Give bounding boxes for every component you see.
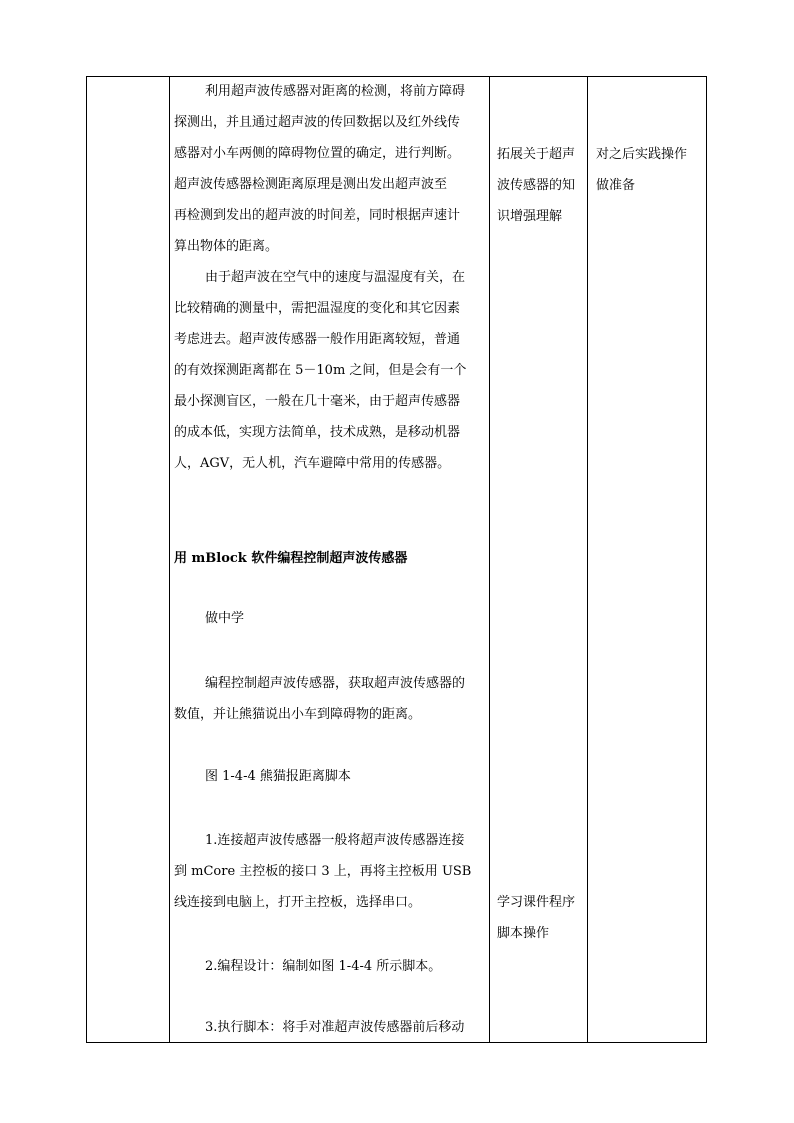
content-line: 人，AGV，无人机，汽车避障中常用的传感器。 xyxy=(174,456,451,471)
content-line: 线连接到电脑上，打开主控板，选择串口。 xyxy=(174,895,422,910)
content-line: 再检测到发出的超声波的时间差，同时根据声速计 xyxy=(174,208,461,223)
activity-line: 拓展关于超声 xyxy=(497,147,576,162)
content-line: 编程控制超声波传感器，获取超声波传感器的 xyxy=(205,676,466,691)
content-line: 3.执行脚本：将手对准超声波传感器前后移动 xyxy=(205,1020,465,1035)
content-line: 比较精确的测量中，需把温湿度的变化和其它因素 xyxy=(174,301,461,316)
content-line: 超声波传感器检测距离原理是测出发出超声波至 xyxy=(174,177,448,192)
activity-line: 脚本操作 xyxy=(497,926,550,941)
section-heading: 用 mBlock 软件编程控制超声波传感器 xyxy=(174,551,408,566)
content-line: 感器对小车两侧的障碍物位置的确定，进行判断。 xyxy=(174,146,461,161)
column-divider-3 xyxy=(587,77,588,1042)
content-line: 到 mCore 主控板的接口 3 上，再将主控板用 USB xyxy=(174,864,472,879)
column-divider-2 xyxy=(489,77,490,1042)
content-line: 算出物体的距离。 xyxy=(174,239,279,254)
content-line: 最小探测盲区，一般在几十毫米，由于超声传感器 xyxy=(174,394,461,409)
intent-line: 做准备 xyxy=(596,178,636,193)
activity-line: 识增强理解 xyxy=(497,209,563,224)
content-line: 考虑进去。超声波传感器一般作用距离较短，普通 xyxy=(174,332,461,347)
content-line: 的成本低，实现方法简单，技术成熟，是移动机器 xyxy=(174,425,461,440)
activity-line: 波传感器的知 xyxy=(497,178,576,193)
intent-line: 对之后实践操作 xyxy=(596,147,688,162)
content-line: 由于超声波在空气中的速度与温湿度有关，在 xyxy=(205,270,466,285)
content-line: 1.连接超声波传感器一般将超声波传感器连接 xyxy=(205,833,465,848)
content-line: 的有效探测距离都在 5－10m 之间，但是会有一个 xyxy=(174,363,467,378)
figure-caption: 图 1-4-4 熊猫报距离脚本 xyxy=(205,769,351,784)
column-divider-1 xyxy=(169,77,170,1042)
content-line: 做中学 xyxy=(205,611,245,626)
content-line: 2.编程设计：编制如图 1-4-4 所示脚本。 xyxy=(205,959,442,974)
content-line: 利用超声波传感器对距离的检测，将前方障碍 xyxy=(205,84,466,99)
content-line: 数值，并让熊猫说出小车到障碍物的距离。 xyxy=(174,707,422,722)
activity-line: 学习课件程序 xyxy=(497,895,576,910)
content-line: 探测出，并且通过超声波的传回数据以及红外线传 xyxy=(174,115,461,130)
